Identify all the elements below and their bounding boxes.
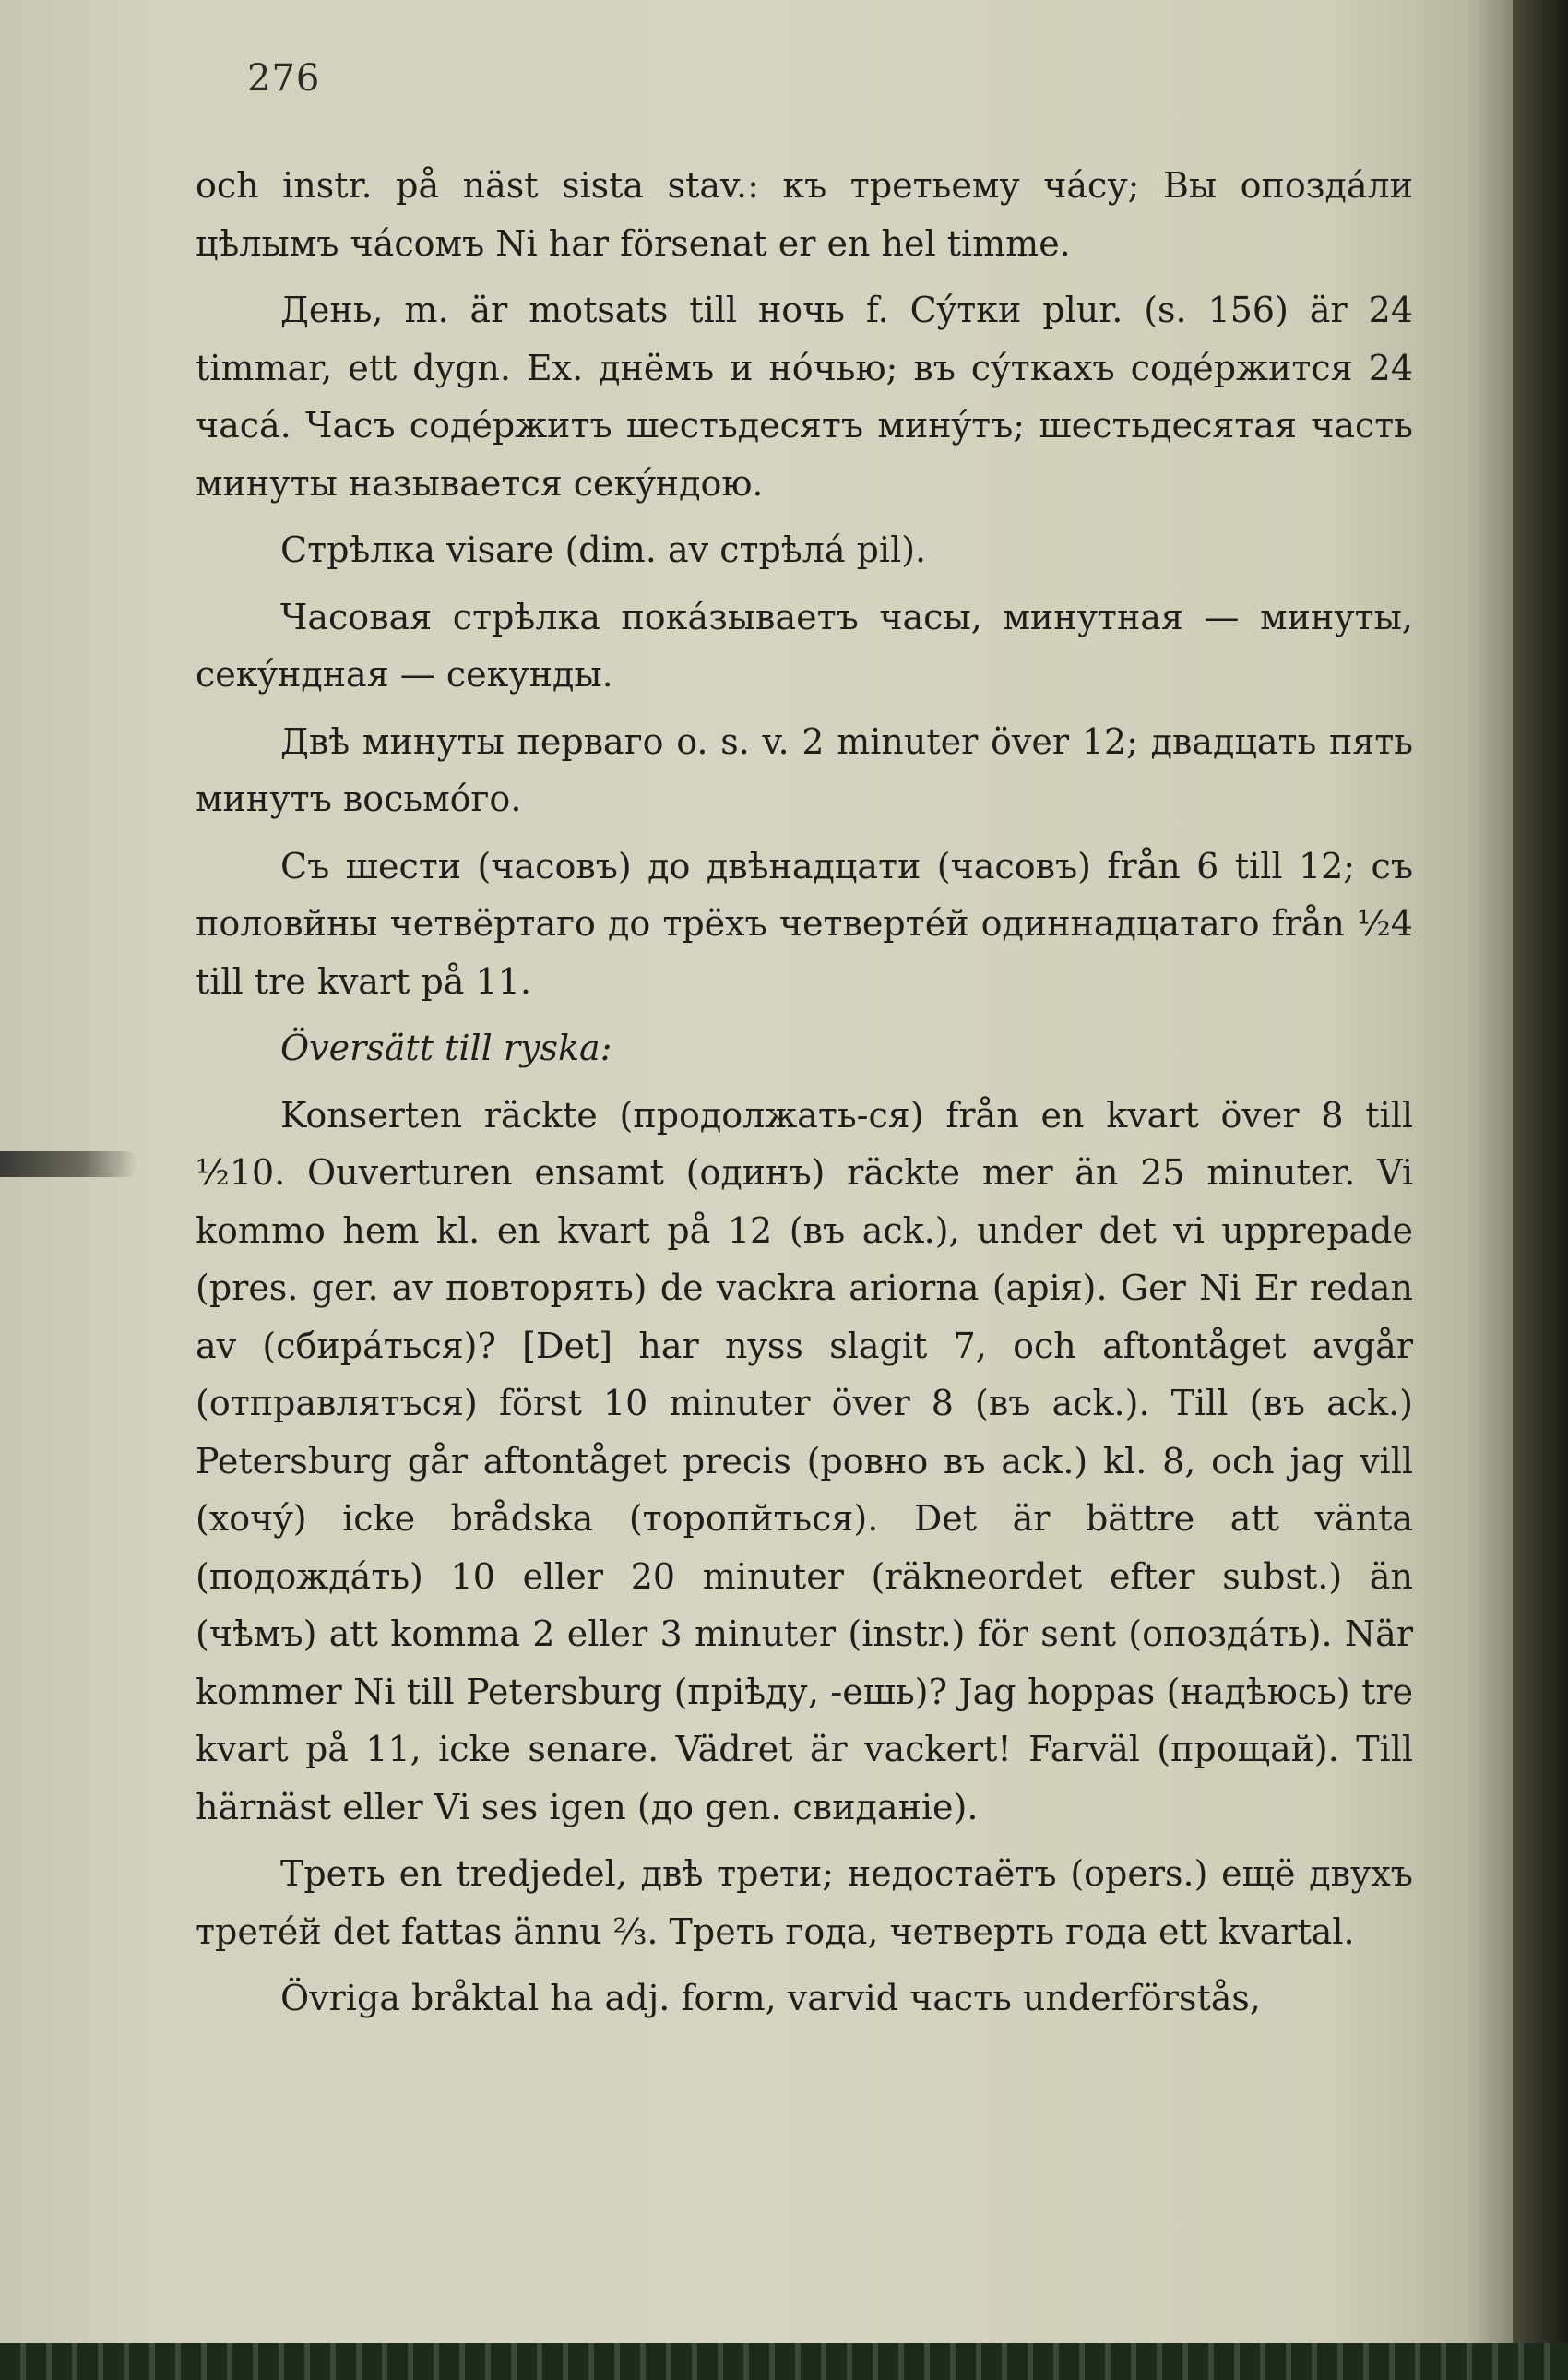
paragraph-chasovaya-strelka: Часовая стрѣлка покáзываетъ часы, минутная — минуты, секýндная — секунды. — [196, 596, 1413, 695]
paragraph-instr-example: och instr. på näst sista stav.: къ третьему чáсу; Вы опоздáли цѣлымъ чáсомъ Ni har försenat er en hel timme. — [196, 165, 1413, 264]
paragraph-tret: Треть en tredjedel, двѣ трети; недостаётъ (opers.) ещё двухъ третéй det fattas ännu ⅔. Треть года, четверть года ett kvartal. — [196, 1853, 1413, 1952]
paragraph-ovriga-braktal: Övriga bråktal ha adj. form, varvid часть underförstås, — [280, 1978, 1261, 2018]
scan-edge-bottom — [0, 2343, 1568, 2380]
page-body-text — [196, 157, 1413, 2037]
scan-edge-right — [1513, 0, 1568, 2343]
page-number: 276 — [247, 57, 321, 100]
paragraph-dve-minuty: Двѣ минуты перваго o. s. v. 2 minuter över 12; двадцать пять минутъ восьмóго. — [196, 720, 1413, 819]
paragraph-s-shesti: Съ шести (часовъ) до двѣнадцати (часовъ) från 6 till 12; съ половйны четвёртаго до трёхъ четвертéй одиннадцатаго från ½4 till tre kvart på 11. — [196, 845, 1413, 1002]
paragraph-den-noch: День, m. är motsats till ночь f. Сýтки plur. (s. 156) är 24 timmar, ett dygn. Ex. днёмъ и нóчью; въ сýткахъ содéржится 24 часá. Часъ содéржитъ шестьдесятъ минýтъ; шестьдесятая часть минуты называется секýндою. — [196, 290, 1413, 504]
paragraph-strelka: Стрѣлка visare (dim. av стрѣлá pil). — [280, 530, 927, 570]
paragraph-exercise-konserten: Konserten räckte (продолжать-ся) från en kvart över 8 till ½10. Ouverturen ensamt (одинъ) räckte mer än 25 minuter. Vi kommo hem kl. en kvart på 12 (въ ack.), under det vi upprepade (pres. ger. av повторять) de vackra ariorna (арія). Ger Ni Er redan av (сбирáться)? [Det] har nyss slagit 7, och aftontåget avgår (отправлятъся) först 10 minuter över 8 (въ ack.). Till (въ ack.) Petersburg går aftontåget precis (ровно въ ack.) kl. 8, och jag vill (хочý) icke brådska (торопйться). Det är bättre att vänta (подождáть) 10 eller 20 minuter (räkneordet efter subst.) än (чѣмъ) att komma 2 eller 3 minuter (instr.) för sent (опоздáть). När kommer Ni till Petersburg (прiѣду, -ешь)? Jag hoppas (надѣюсь) tre kvart på 11, icke senare. Vädret är vackert! Farväl (прощай). Till härnäst eller Vi ses igen (до gen. свиданіе). — [196, 1094, 1413, 1827]
binding-clip-shadow — [0, 1151, 138, 1177]
exercise-heading: Översätt till ryska: — [280, 1028, 612, 1068]
